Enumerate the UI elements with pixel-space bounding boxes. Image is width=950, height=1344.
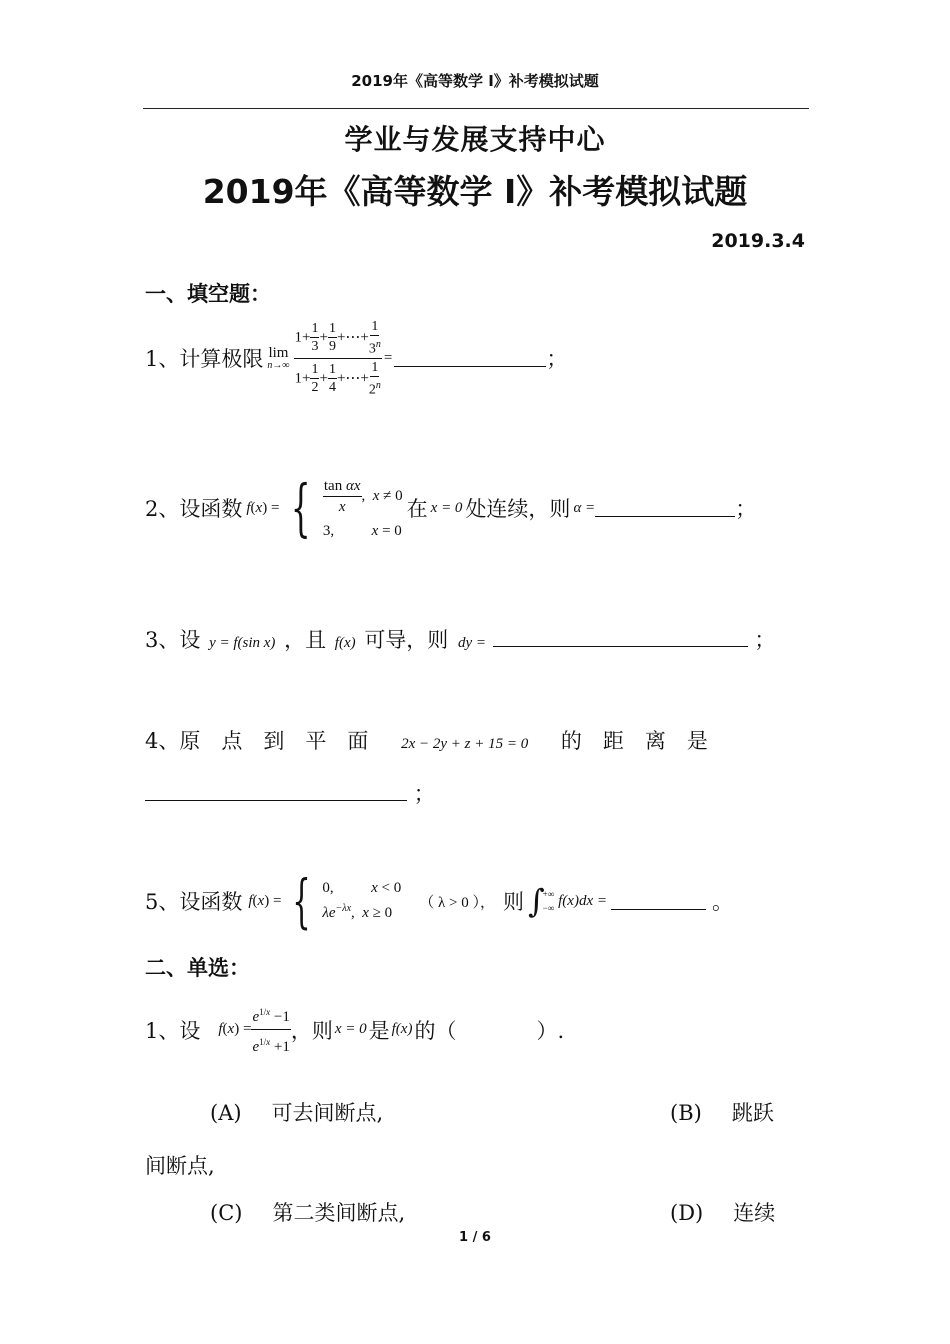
q5-answer-blank[interactable] [611,893,706,910]
q2-answer-blank[interactable] [595,500,735,517]
q3-answer-blank[interactable] [493,630,748,647]
choice-fraction: $\frac{e^{1/x} -1}{e^{1/x} +1}$ [251,1000,290,1059]
question-2: 2、设函数 f ( x ) = { $\frac{\text{tan αx}}{x}$ , x ≠ 0 3, x = 0 在 x = 0 处连续，则 α = ； [145,471,757,544]
header-rule [143,108,809,109]
choice-question-1: 1、设 f ( x ) = $\frac{e^{1/x} -1}{e^{1/x} +1}$ ，则 x = 0 是 f(x) 的（ ）. [145,1000,564,1059]
option-a[interactable]: (A) 可去间断点, [210,1101,384,1125]
page-title: 2019年《高等数学 I》补考模拟试题 [202,172,748,211]
question-3: 3、设 y = f(sin x) ，且 f(x) 可导，则 dy = ； [145,628,776,652]
option-b-continued: 间断点, [145,1154,215,1178]
question-4-answer-line: ； [145,778,435,808]
limit-fraction: 1+ $\frac{1}{3}$ + $\frac{1}{9}$ +⋯+ $\frac{1}{3^n}$ 1+ $\frac{1}{2}$ + $\frac{1}{4}$ +⋯+ $\frac{1}{2^n}$ [294,319,381,398]
section-single-choice-heading: 二、单选： [145,956,250,980]
q4-answer-blank[interactable] [145,784,407,801]
piecewise-cases: $\frac{\text{tan αx}}{x}$ , x ≠ 0 3, x = 0 [322,478,403,539]
option-d[interactable]: (D) 连续 [670,1201,776,1225]
integral: ∫ +∞ −∞ [527,882,555,920]
piecewise-cases: 0, x < 0 $\lambda e^{-\lambda x}$, x ≥ 0 [322,880,402,921]
org-title: 学业与发展支持中心 [344,123,606,156]
exam-date: 2019.3.4 [711,230,805,252]
option-c[interactable]: (C) 第二类间断点, [210,1201,406,1225]
question-4: 4、原 点 到 平 面 2x − 2y + z + 15 = 0 的 距 离 是 [145,729,708,753]
option-b[interactable]: (B) 跳跃 [670,1101,774,1125]
q1-prefix: 1、计算极限 [145,347,264,372]
question-1: 1、计算极限 lim n→∞ 1+ $\frac{1}{3}$ + $\frac{1}{9}$ +⋯+ $\frac{1}{3^n}$ 1+ $\frac{1}{2}$ + $\frac{1}{4}$ +⋯+ $\frac{1}{2^n}$ = ； [145,319,568,398]
q1-answer-blank[interactable] [394,350,546,367]
running-header: 2019年《高等数学 I》补考模拟试题 [351,72,599,90]
question-5: 5、设函数 f ( x ) = { 0, x < 0 $\lambda e^{-\lambda x}$, x ≥ 0 （ λ > 0 ）， 则 ∫ +∞ −∞ f(x)dx = 。 [145,867,733,935]
page-number: 1 / 6 [459,1230,491,1245]
limit-operator: lim n→∞ [267,345,290,372]
section-fill-blank-heading: 一、填空题： [145,282,271,306]
